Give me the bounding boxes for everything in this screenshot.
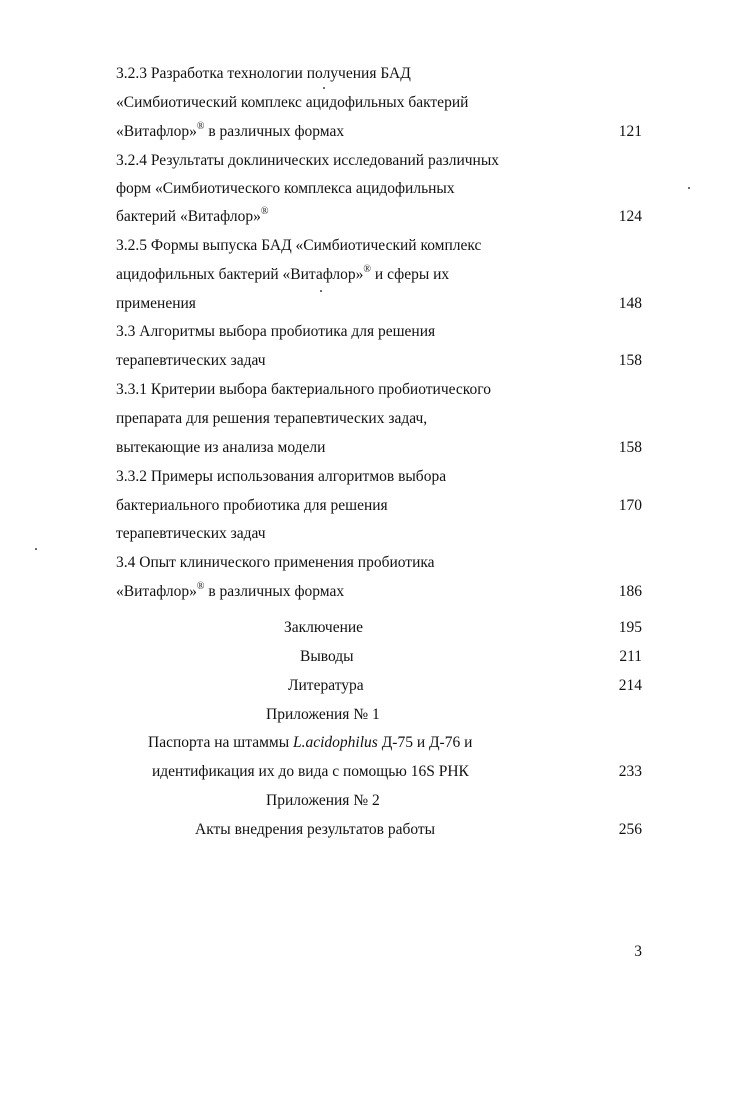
toc-entry-3-3-line1: 3.3 Алгоритмы выбора пробиотика для решения bbox=[116, 323, 436, 340]
toc-page-number: 195 bbox=[618, 619, 642, 636]
toc-page-number: 211 bbox=[619, 648, 642, 665]
toc-text: бактерий «Витафлор» bbox=[116, 208, 261, 225]
toc-page-number: 121 bbox=[618, 123, 642, 140]
registered-mark: ® bbox=[363, 263, 372, 275]
toc-entry-3-2-5-line2 bbox=[116, 265, 449, 285]
toc-entry-3-2-4-line1: 3.2.4 Результаты доклинических исследований различных bbox=[116, 152, 500, 169]
toc-text: «Витафлор» bbox=[116, 583, 197, 600]
toc-text: в различных формах bbox=[204, 583, 345, 600]
toc-appendix-1-line1-text bbox=[148, 733, 472, 753]
toc-entry-3-4-line1: 3.4 Опыт клинического применения пробиотика bbox=[116, 554, 435, 571]
toc-text: «Витафлор» bbox=[116, 123, 197, 140]
toc-appendix-2-line1-text: Акты внедрения результатов работы bbox=[195, 821, 436, 838]
toc-entry-3-2-3-line1: 3.2.3 Разработка технологии получения БАД bbox=[116, 65, 411, 82]
toc-text: Паспорта на штаммы bbox=[148, 734, 293, 751]
toc-conclusion-label: Заключение bbox=[284, 619, 364, 636]
registered-mark: ® bbox=[196, 580, 205, 592]
registered-mark: ® bbox=[196, 120, 205, 132]
toc-page-number: 233 bbox=[618, 763, 642, 780]
toc-literature-label: Литература bbox=[288, 677, 364, 694]
toc-appendix-1-heading-text: Приложения № 1 bbox=[266, 706, 380, 723]
toc-entry-3-2-4-line3 bbox=[116, 207, 268, 227]
page-number: 3 bbox=[634, 943, 642, 960]
registered-mark: ® bbox=[260, 205, 269, 217]
species-name: L.acidophilus bbox=[293, 734, 378, 751]
toc-text: ацидофильных бактерий «Витафлор» bbox=[116, 266, 364, 283]
toc-entry-3-2-5-line3: применения bbox=[116, 295, 196, 312]
scan-speck bbox=[323, 87, 325, 89]
toc-entry-3-4-line2 bbox=[116, 582, 344, 602]
toc-appendix-1-line2-text: идентификация их до вида с помощью 16S РНК bbox=[152, 763, 469, 780]
toc-page-number: 148 bbox=[618, 295, 642, 312]
toc-entry-3-2-5-line1: 3.2.5 Формы выпуска БАД «Симбиотический комплекс bbox=[116, 237, 482, 254]
toc-entry-3-3-line2: терапевтических задач bbox=[116, 352, 266, 369]
toc-entry-3-2-4-line2: форм «Симбиотического комплекса ацидофильных bbox=[116, 180, 455, 197]
toc-text: и сферы их bbox=[371, 266, 450, 283]
scan-speck bbox=[35, 548, 37, 550]
toc-entry-3-3-1-line3: вытекающие из анализа модели bbox=[116, 439, 326, 456]
toc-page-number: 170 bbox=[618, 497, 642, 514]
toc-text: Д-75 и Д-76 и bbox=[377, 734, 473, 751]
toc-entry-3-3-2-line3: терапевтических задач bbox=[116, 525, 266, 542]
toc-page-number: 256 bbox=[618, 821, 642, 838]
toc-entry-3-3-2-line2: бактериального пробиотика для решения bbox=[116, 497, 388, 514]
toc-text: в различных формах bbox=[204, 123, 345, 140]
toc-page-number: 186 bbox=[618, 583, 642, 600]
toc-entry-3-2-3-line3 bbox=[116, 122, 344, 142]
toc-appendix-2-heading-text: Приложения № 2 bbox=[266, 792, 380, 809]
toc-page-number: 124 bbox=[618, 208, 642, 225]
scan-speck bbox=[320, 290, 322, 292]
toc-entry-3-3-2-line1: 3.3.2 Примеры использования алгоритмов выбора bbox=[116, 468, 447, 485]
toc-findings-label: Выводы bbox=[300, 648, 354, 665]
toc-entry-3-2-3-line2: «Симбиотический комплекс ацидофильных бактерий bbox=[116, 94, 469, 111]
toc-entry-3-3-1-line1: 3.3.1 Критерии выбора бактериального пробиотического bbox=[116, 381, 491, 398]
toc-entry-3-3-1-line2: препарата для решения терапевтических задач, bbox=[116, 410, 428, 427]
toc-page-number: 158 bbox=[618, 439, 642, 456]
toc-page-number: 158 bbox=[618, 352, 642, 369]
toc-page-number: 214 bbox=[618, 677, 642, 694]
scan-speck bbox=[688, 187, 690, 189]
